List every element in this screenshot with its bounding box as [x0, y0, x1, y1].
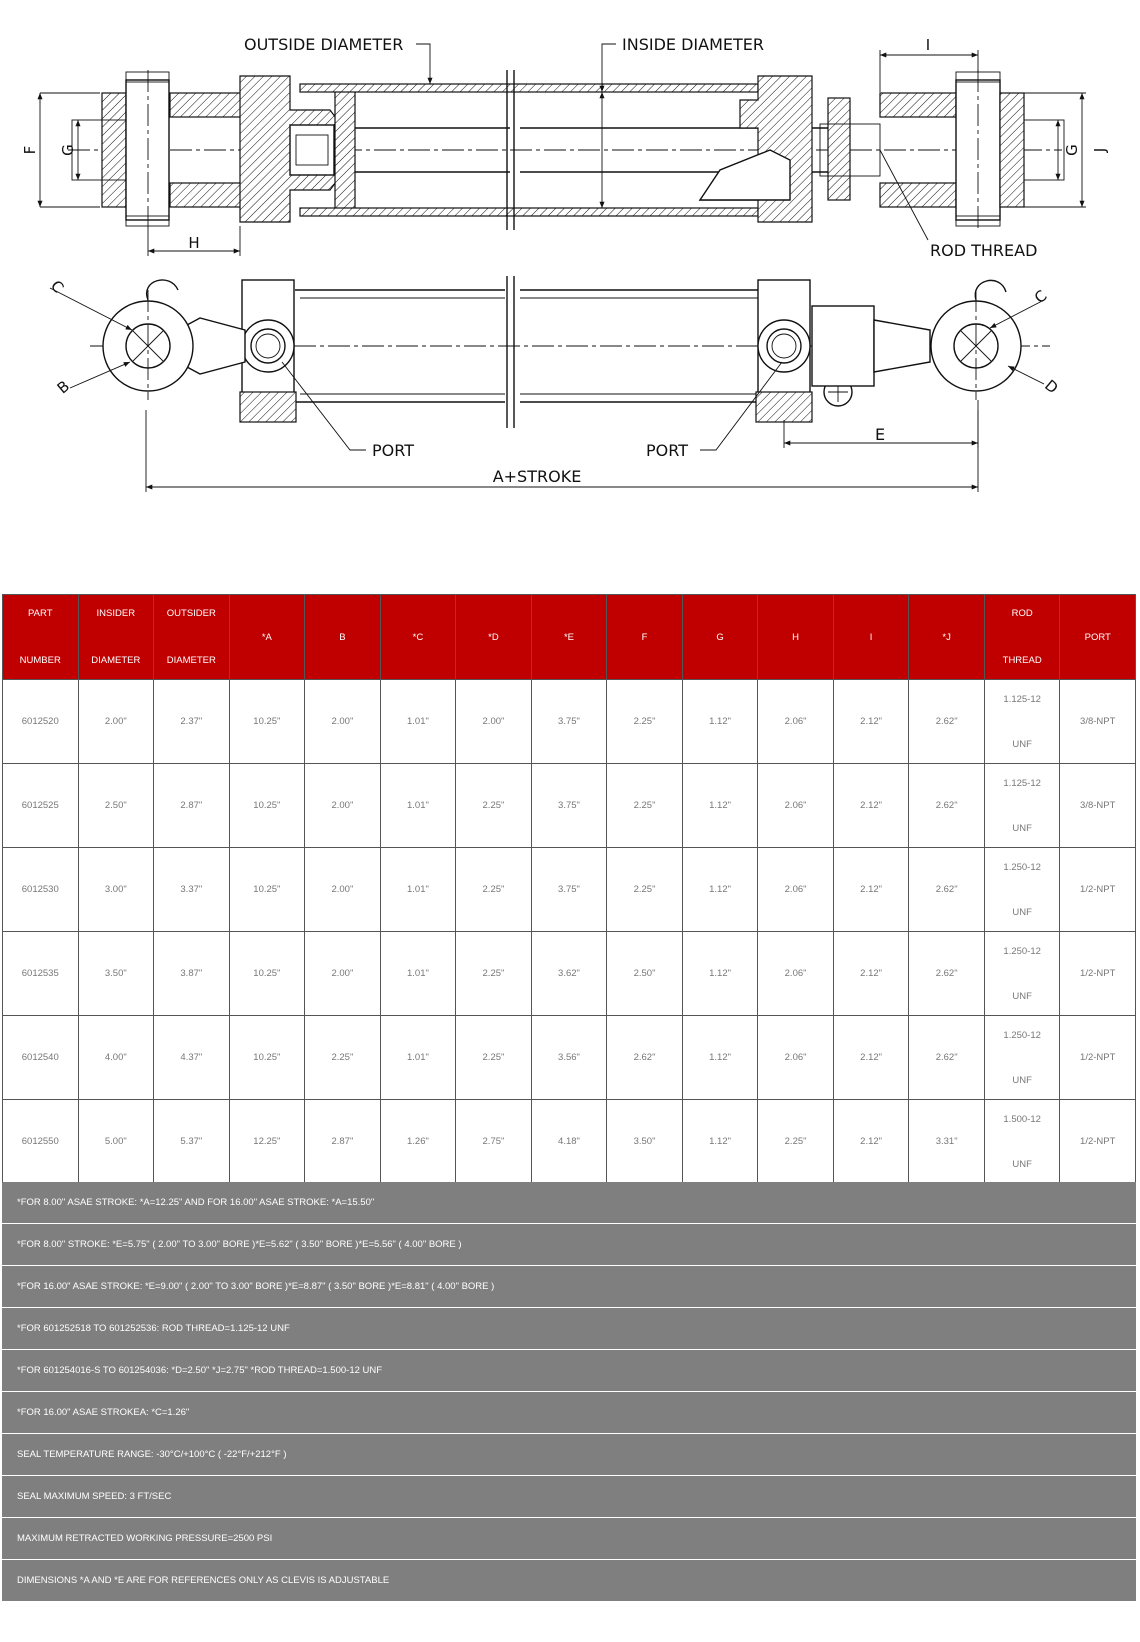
table-cell: 3.75": [531, 848, 607, 932]
label-h: H: [188, 234, 200, 252]
note-row: *FOR 8.00" ASAE STROKE: *A=12.25" AND FOR 16.00" ASAE STROKE: *A=15.50": [2, 1182, 1136, 1224]
note-row: *FOR 16.00" ASAE STROKEA: *C=1.26": [2, 1392, 1136, 1434]
table-row: [3, 1016, 1136, 1100]
label-b: B: [53, 377, 74, 398]
table-cell: 10.25": [229, 932, 305, 1016]
note-row: *FOR 16.00" ASAE STROKE: *E=9.00" ( 2.00" TO 3.00" BORE )*E=8.87" ( 3.50" BORE )*E=8.81" ( 4.00" BORE ): [2, 1266, 1136, 1308]
label-rod-thread: ROD THREAD: [930, 241, 1038, 260]
column-header-text: OUTSIDER: [166, 608, 216, 619]
table-cell: 2.25": [607, 848, 683, 932]
table-cell: 1.12": [682, 932, 758, 1016]
table-cell: 3.75": [531, 764, 607, 848]
table-cell: 2.00": [305, 680, 381, 764]
note-row: MAXIMUM RETRACTED WORKING PRESSURE=2500 PSI: [2, 1518, 1136, 1560]
table-cell: 1/2-NPT: [1060, 932, 1136, 1016]
label-inside-diameter: INSIDE DIAMETER: [622, 35, 764, 54]
table-cell: 2.50": [607, 932, 683, 1016]
table-cell: 3/8-NPT: [1060, 764, 1136, 848]
column-header-text: INSIDER: [96, 608, 136, 619]
table-cell-text: 1.500-12: [1003, 1113, 1041, 1125]
column-header: G: [682, 595, 758, 680]
label-outside-diameter: OUTSIDE DIAMETER: [244, 35, 404, 54]
table-cell-text: UNF: [1012, 738, 1032, 750]
table-cell: [984, 1100, 1060, 1184]
column-header-text: THREAD: [1002, 655, 1042, 666]
table-cell: 2.00": [456, 680, 532, 764]
table-row: [3, 848, 1136, 932]
label-port-left: PORT: [372, 441, 414, 460]
table-cell: 2.00": [78, 680, 154, 764]
table-cell: 1.12": [682, 848, 758, 932]
column-header-text: DIAMETER: [166, 655, 216, 666]
table-cell: 12.25": [229, 1100, 305, 1184]
column-header: PORT: [1060, 595, 1136, 680]
column-header: *C: [380, 595, 456, 680]
table-cell: 1.01": [380, 680, 456, 764]
table-cell: 2.62": [909, 764, 985, 848]
table-cell: 1/2-NPT: [1060, 1016, 1136, 1100]
table-cell: 1.12": [682, 764, 758, 848]
table-cell: 1.01": [380, 932, 456, 1016]
table-cell: 2.62": [607, 1016, 683, 1100]
table-cell: 2.87": [305, 1100, 381, 1184]
table-cell: 3.87": [154, 932, 230, 1016]
table-cell: 2.62": [909, 680, 985, 764]
note-row: *FOR 601252518 TO 601252536: ROD THREAD=1.125-12 UNF: [2, 1308, 1136, 1350]
table-cell: 3.50": [78, 932, 154, 1016]
table-cell: 2.75": [456, 1100, 532, 1184]
table-cell-text: 1.125-12: [1003, 777, 1041, 789]
table-cell: 2.62": [909, 848, 985, 932]
table-cell: 10.25": [229, 848, 305, 932]
table-row: [3, 932, 1136, 1016]
table-cell: 3.75": [531, 680, 607, 764]
table-cell: 1.12": [682, 1016, 758, 1100]
label-g-left: G: [59, 144, 77, 156]
table-cell: 2.87": [154, 764, 230, 848]
table-cell: 3.50": [607, 1100, 683, 1184]
table-cell-text: 1.125-12: [1003, 693, 1041, 705]
table-cell: 2.06": [758, 848, 834, 932]
table-cell: 3.56": [531, 1016, 607, 1100]
column-header: B: [305, 595, 381, 680]
table-cell: 2.00": [305, 764, 381, 848]
cylinder-drawing: [0, 0, 1140, 520]
table-cell: 2.25": [456, 932, 532, 1016]
table-cell: 2.12": [833, 680, 909, 764]
column-header: *E: [531, 595, 607, 680]
label-g-right: G: [1063, 144, 1081, 156]
table-cell: 1/2-NPT: [1060, 848, 1136, 932]
table-cell: 2.25": [758, 1100, 834, 1184]
section-view: [21, 35, 1109, 260]
table-cell: 2.62": [909, 932, 985, 1016]
table-cell: 2.12": [833, 764, 909, 848]
table-cell: 2.25": [456, 1016, 532, 1100]
table-cell: 2.06": [758, 764, 834, 848]
table-cell: 2.06": [758, 932, 834, 1016]
table-cell: 6012550: [3, 1100, 79, 1184]
table-cell: 6012520: [3, 680, 79, 764]
table-cell: 2.12": [833, 1100, 909, 1184]
table-cell: [984, 764, 1060, 848]
notes-list: [2, 1182, 1136, 1602]
column-header: I: [833, 595, 909, 680]
table-cell: 2.06": [758, 680, 834, 764]
column-header: *J: [909, 595, 985, 680]
table-cell: 2.00": [305, 848, 381, 932]
column-header: *D: [456, 595, 532, 680]
table-cell: 2.06": [758, 1016, 834, 1100]
table-cell: 2.50": [78, 764, 154, 848]
note-row: SEAL MAXIMUM SPEED: 3 FT/SEC: [2, 1476, 1136, 1518]
table-cell: 3.31": [909, 1100, 985, 1184]
spec-table: [2, 594, 1136, 1184]
label-c-left: C: [46, 276, 68, 297]
table-cell: 1.01": [380, 764, 456, 848]
table-cell: 2.12": [833, 1016, 909, 1100]
table-cell-text: 1.250-12: [1003, 945, 1041, 957]
table-cell: 2.25": [607, 764, 683, 848]
table-cell-text: UNF: [1012, 1158, 1032, 1170]
table-row: [3, 764, 1136, 848]
label-port-right: PORT: [646, 441, 688, 460]
column-header: [78, 595, 154, 680]
table-cell: 1/2-NPT: [1060, 1100, 1136, 1184]
table-cell: 5.00": [78, 1100, 154, 1184]
label-c-right: C: [1030, 286, 1051, 308]
table-row: [3, 1100, 1136, 1184]
table-cell: 1.12": [682, 680, 758, 764]
table-cell: 4.18": [531, 1100, 607, 1184]
table-cell: 1.01": [380, 1016, 456, 1100]
table-cell: 10.25": [229, 764, 305, 848]
label-f: F: [21, 145, 39, 155]
table-cell: 2.12": [833, 932, 909, 1016]
label-i: I: [925, 36, 931, 54]
table-cell: 10.25": [229, 680, 305, 764]
column-header-text: DIAMETER: [91, 655, 141, 666]
table-cell: 6012540: [3, 1016, 79, 1100]
table-cell: [984, 932, 1060, 1016]
table-cell-text: UNF: [1012, 906, 1032, 918]
table-cell: 1.01": [380, 848, 456, 932]
label-j: J: [1091, 147, 1109, 153]
table-cell: 3/8-NPT: [1060, 680, 1136, 764]
table-cell: 2.25": [305, 1016, 381, 1100]
table-cell: [984, 848, 1060, 932]
table-cell: 2.25": [456, 764, 532, 848]
table-cell-text: UNF: [1012, 822, 1032, 834]
column-header-text: NUMBER: [19, 655, 61, 666]
table-cell-text: 1.250-12: [1003, 1029, 1041, 1041]
label-a-stroke: A+STROKE: [492, 467, 582, 486]
column-header: *A: [229, 595, 305, 680]
column-header: [3, 595, 79, 680]
table-cell-text: UNF: [1012, 990, 1032, 1002]
table-cell-text: UNF: [1012, 1074, 1032, 1086]
label-d: D: [1041, 376, 1062, 398]
table-cell: 2.62": [909, 1016, 985, 1100]
outside-view: [47, 276, 1062, 492]
table-cell: 2.25": [607, 680, 683, 764]
table-cell: 2.12": [833, 848, 909, 932]
table-cell: 1.12": [682, 1100, 758, 1184]
note-row: *FOR 601254016-S TO 601254036: *D=2.50" *J=2.75" *ROD THREAD=1.500-12 UNF: [2, 1350, 1136, 1392]
column-header-text: ROD: [1011, 608, 1033, 619]
table-cell: 10.25": [229, 1016, 305, 1100]
table-cell: 6012525: [3, 764, 79, 848]
note-row: SEAL TEMPERATURE RANGE: -30°C/+100°C ( -22°F/+212°F ): [2, 1434, 1136, 1476]
table-cell: 1.26": [380, 1100, 456, 1184]
column-header: H: [758, 595, 834, 680]
table-cell: 3.00": [78, 848, 154, 932]
table-header-row: [3, 595, 1136, 680]
column-header: [984, 595, 1060, 680]
table-cell: 3.62": [531, 932, 607, 1016]
table-cell: 6012530: [3, 848, 79, 932]
column-header: [154, 595, 230, 680]
table-row: [3, 680, 1136, 764]
table-cell: 4.00": [78, 1016, 154, 1100]
table-cell-text: 1.250-12: [1003, 861, 1041, 873]
table-cell: [984, 680, 1060, 764]
column-header: F: [607, 595, 683, 680]
table-cell: 3.37": [154, 848, 230, 932]
note-row: *FOR 8.00" STROKE: *E=5.75" ( 2.00" TO 3.00" BORE )*E=5.62" ( 3.50" BORE )*E=5.56" ( 4.00" BORE ): [2, 1224, 1136, 1266]
table-cell: 6012535: [3, 932, 79, 1016]
label-e: E: [874, 425, 886, 444]
table-cell: 2.00": [305, 932, 381, 1016]
table-cell: [984, 1016, 1060, 1100]
note-row: DIMENSIONS *A AND *E ARE FOR REFERENCES ONLY AS CLEVIS IS ADJUSTABLE: [2, 1560, 1136, 1602]
column-header-text: PART: [28, 608, 53, 619]
table-cell: 4.37": [154, 1016, 230, 1100]
table-cell: 5.37": [154, 1100, 230, 1184]
table-cell: 2.25": [456, 848, 532, 932]
table-cell: 2.37": [154, 680, 230, 764]
